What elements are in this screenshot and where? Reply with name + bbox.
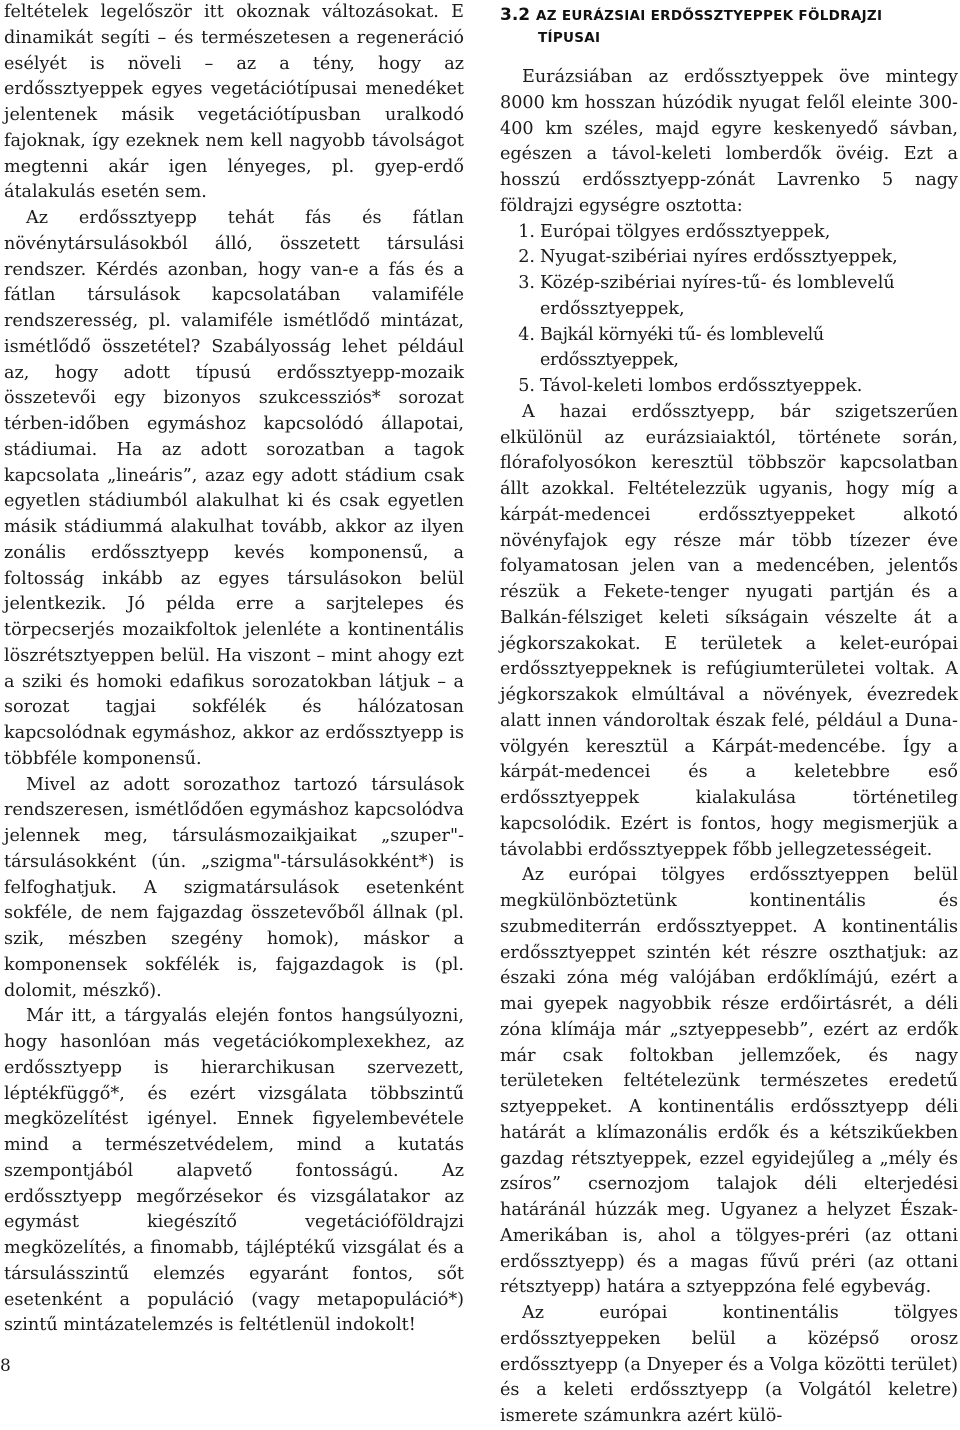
paragraph: Az európai tölgyes erdőssztyeppen belül megkülönböztetünk kontinentális és szubmediterrán erdőssztyeppet. A kontinentális erdőssztyeppet szintén két részre oszthatjuk: az északi zóna még valójában erdőklímájú, ezért a mai gyepek nagyobbik része erdőirtásrét, a déli zóna klímája már „sztyeppesebb”, ezért az erdők már csak foltokban jellemzőek, és nagy területeken feltételezünk természetes eredetű sztyeppeket. A kontinentális erdőssztyepp déli határát a klímazonális erdők és a kétszikűekben gazdag rétsztyeppek, ezzel egyidejűleg a „mély és zsíros” csernozjom talajok déli elterjedési határánál húzzák meg. Ugyanez a helyzet Észak-Amerikában is, ahol a tölgyes-préri (az ottani erdőssztyepp) és a magas fűvű préri (az ottani rétsztyepp) határa a sztyeppzóna felé egybevág. <box>500 865 958 1298</box>
section-number: 3.2 <box>500 5 531 25</box>
right-column <box>500 0 958 1430</box>
paragraph: Az európai kontinentális tölgyes erdőssztyeppeken belül a középső orosz erdőssztyepp (a Dnyeper és a Volga közötti terület) és a keleti erdőssztyepp (a Volgától keletre) ismerete számunkra azért külö- <box>500 1303 958 1426</box>
list-item: 3. Közép-szibériai nyíres-tű- és lomblevelű erdőssztyeppek, <box>518 273 895 319</box>
section-heading-line-2: TÍPUSAI <box>538 30 601 46</box>
section-heading-line-1 <box>500 4 958 27</box>
list-item: 5. Távol-keleti lombos erdőssztyeppek. <box>518 376 863 396</box>
paragraph: feltételek legelőször itt okoznak változásokat. E dinamikát segíti – és természetesen a regeneráció esélyét is növeli – az a tény, hogy az erdőssztyeppek egyes vegetációtípusai menedéket jelentenek másik vegetációtípusban uralkodó fajoknak, így ezeknek nem kell nagyobb távolságot megtenni akár igen lényeges, pl. gyep-erdő átalakulás esetén sem. <box>4 2 464 203</box>
list-item: 1. Európai tölgyes erdőssztyeppek, <box>518 221 831 242</box>
left-column <box>4 0 464 1339</box>
section-heading <box>500 4 958 49</box>
region-list <box>500 220 958 400</box>
intro-paragraph: Eurázsiában az erdőssztyeppek öve mintegy 8000 km hosszan húzódik nyugat felől eleinte 300-400 km széles, majd egyre keskenyedő sávban, egészen a távol-keleti lomberdők övéig. Ezt a hosszú erdőssztyepp-zónát Lavrenko 5 nagy földrajzi egységre osztotta: <box>500 67 958 216</box>
page-number: 8 <box>0 1356 11 1376</box>
list-item: 4. Bajkál környéki tű- és lomblevelű erdőssztyeppek, <box>518 324 824 371</box>
paragraph: Az erdőssztyepp tehát fás és fátlan növénytársulásokból álló, összetett társulási rendszer. Kérdés azonban, hogy van-e a fás és a fátlan társulások kapcsolatában valamiféle rendszeresség, pl. valamiféle ismétlődő mintázat, ismétlődő összetétel? Szabályosság lehet például az, hogy adott típusú erdőssztyepp-mozaik összetevői egy bizonyos szukcessziós* sorozat térben-időben egymáshoz kapcsolódó állapotai, stádiumai. Ha az adott sorozatban a tagok kapcsolata „lineáris”, azaz egy adott stádium csak egyetlen stádiumból alakulhat ki és csak egyetlen másik stádiummá alakulhat tovább, akkor az ilyen zonális erdőssztyepp kevés komponensű, a foltosság inkább az egyes társulásokon belül jelentkezik. Jó példa erre a sarjtelepes és törpecserjés mozaikfoltok jelenléte a kontinentális löszrétsztyeppen belül. Ha viszont – mint ahogy ezt a sziki és homoki edafikus sorozatokban látjuk – a sorozat tagjai sokfélék és hálózatosan kapcsolódnak egymáshoz, akkor az erdőssztyepp is többféle komponensű. <box>4 208 464 769</box>
paragraph: Mivel az adott sorozathoz tartozó társulások rendszeresen, ismétlődően egymáshoz kapcsolódva jelennek meg, társulásmozaikjaikat „szuper"-társulásokként (ún. „szigma"-társulásokként*) is felfoghatjuk. A szigmatársulások esetenként sokféle, de nem fajgazdag összetevőből állnak (pl. szik, mészben szegény homok), máskor a komponensek sokfélék is, fajgazdagok is (pl. dolomit, mészkő). <box>4 774 464 1001</box>
paragraph: Már itt, a tárgyalás elején fontos hangsúlyozni, hogy hasonlóan más vegetációkomplexekhez, az erdőssztyepp is hierarchikusan szervezett, léptékfüggő*, és ezért vizsgálata többszintű megközelítést igényel. Ennek figyelembevétele mind a természetvédelem, mind a kutatás szempontjából alapvető fontosságú. Az erdőssztyepp megőrzésekor és vizsgálatakor az egymást kiegészítő vegetációföldrajzi megközelítés, a finomabb, tájléptékű vizsgálat és a társulásszintű elemzés egyaránt fontos, sőt esetenként a populáció (vagy metapopuláció*) szintű mintázatelemzés is feltétlenül indokolt! <box>4 1006 464 1336</box>
list-item: 2. Nyugat-szibériai nyíres erdőssztyeppek, <box>518 247 898 268</box>
paragraph: A hazai erdőssztyepp, bár szigetszerűen elkülönül az eurázsiaiaktól, története során, flórafolyosókon keresztül többször kapcsolatban állt azokkal. Feltételezzük ugyanis, hogy míg a kárpát-medencei erdőssztyeppeket alkotó növényfajok egy része már több tízezer éve folyamatosan jelen van a medencében, jelentős részük a Fekete-tenger nyugati partján és a Balkán-félsziget keleti síkságain vészelte át a jégkorszakokat. E területek a kelet-európai erdőssztyeppeknek is refúgiumterületei voltak. A jégkorszakok elmúltával a növények, évezredek alatt innen vándoroltak észak felé, például a Duna-völgyén keresztül a Kárpát-medencébe. Így a kárpát-medencei és a keletebbre eső erdőssztyeppek kialakulása történetileg kapcsolódik. Ezért is fontos, hogy megismerjük a távolabbi erdőssztyeppek főbb jellegzetességeit. <box>500 401 958 860</box>
section-title: AZ EURÁZSIAI ERDŐSSZTYEPPEK FÖLDRAJZI <box>536 8 883 24</box>
